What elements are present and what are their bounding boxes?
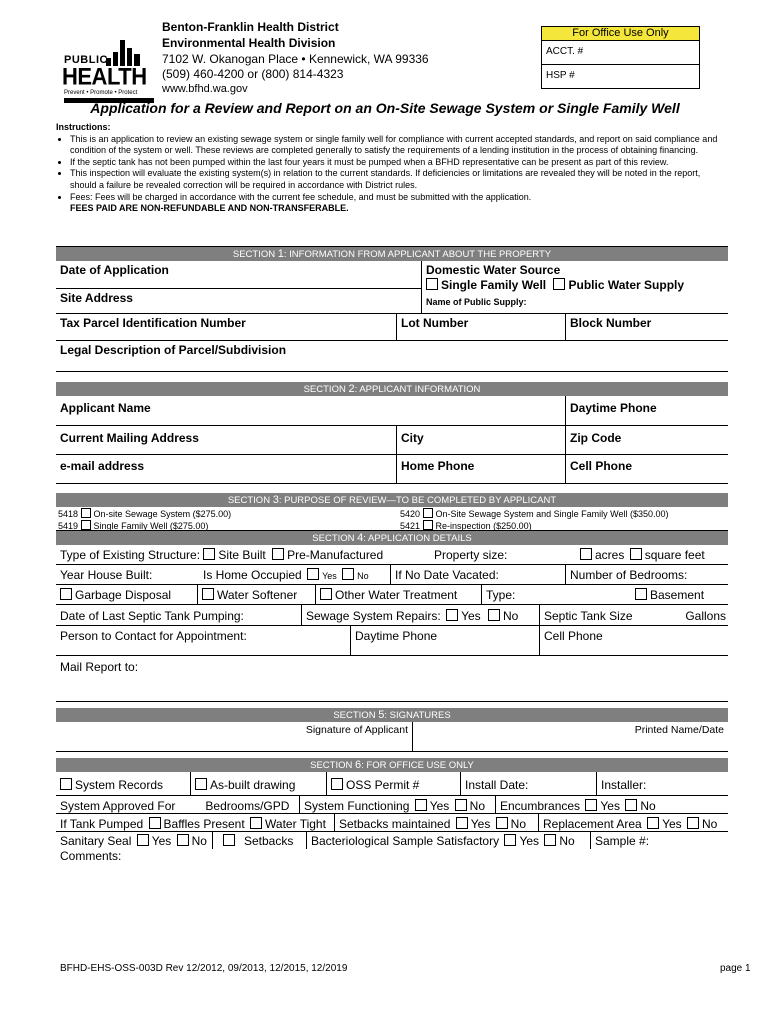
section-number: 4 (357, 532, 364, 544)
mail-report-field[interactable] (56, 656, 728, 701)
block-number-field[interactable] (565, 314, 728, 340)
structure-type-field (56, 545, 486, 564)
contact-cell-phone-label: Cell Phone (544, 629, 603, 643)
installer-label: Installer: (601, 778, 647, 792)
purpose-code: 5420 (400, 509, 421, 519)
comments-field[interactable] (56, 849, 728, 869)
row-email (56, 455, 728, 484)
section-4-header (56, 531, 728, 545)
mailing-address-field[interactable] (56, 426, 396, 454)
water-source-label: Domestic Water Source (426, 263, 561, 277)
purpose-label: Re-inspection ($250.00) (435, 521, 532, 531)
org-phone: (509) 460-4200 or (800) 814-4323 (162, 67, 344, 81)
section-3-header (56, 493, 728, 507)
water-softener-field (197, 585, 315, 604)
water-softener-checkbox[interactable] (202, 588, 214, 600)
comments-label: Comments: (60, 849, 122, 863)
section-title: : PURPOSE OF REVIEW—TO BE COMPLETED BY APPLICANT (278, 495, 557, 506)
tax-parcel-field[interactable] (56, 314, 396, 340)
logo-tagline: Prevent • Promote • Protect (64, 90, 138, 96)
occupied-label: Is Home Occupied (203, 568, 302, 582)
sanitary-yes-checkbox[interactable] (137, 834, 149, 846)
system-records-field (56, 772, 190, 795)
purpose-code: 5421 (400, 521, 421, 531)
purpose-5420-checkbox[interactable] (423, 508, 433, 518)
single-family-well-checkbox[interactable] (426, 278, 438, 290)
legal-description-label: Legal Description of Parcel/Subdivision (60, 343, 287, 357)
year-built-label: Year House Built: (60, 568, 153, 582)
row-comments (56, 849, 728, 869)
bedrooms-field[interactable] (565, 565, 728, 584)
org-name: Benton-Franklin Health District (162, 20, 339, 34)
row-purpose (56, 507, 728, 531)
logo-health-text: HEALTH (62, 62, 147, 91)
bacteriological-yes-checkbox[interactable] (504, 834, 516, 846)
page-title: Application for a Review and Report on an On-Site Sewage System or Single Family Well (90, 100, 680, 116)
no-label: No (357, 571, 369, 581)
date-of-application-label: Date of Application (60, 263, 169, 277)
row-approved (56, 796, 728, 814)
garbage-disposal-checkbox[interactable] (60, 588, 72, 600)
public-water-supply-checkbox[interactable] (553, 278, 565, 290)
spacer (56, 484, 728, 493)
zip-code-label: Zip Code (570, 431, 622, 445)
system-functioning-field (299, 796, 495, 813)
pre-manufactured-label: Pre-Manufactured (287, 548, 384, 562)
oss-permit-label: OSS Permit # (346, 778, 420, 792)
site-address-label: Site Address (60, 291, 133, 305)
purpose-code: 5419 (58, 521, 79, 531)
square-feet-checkbox[interactable] (630, 548, 642, 560)
purpose-label: On-site Sewage System ($275.00) (93, 509, 232, 519)
occupied-no-checkbox[interactable] (342, 568, 354, 580)
instruction-item: • Fees: Fees will be charged in accordance with the current fee schedule, and must be submitted with the application. (70, 192, 728, 204)
row-signatures (56, 722, 728, 752)
row-mail-report (56, 656, 728, 702)
setbacks-label: Setbacks (244, 834, 294, 848)
tank-pumped-field (56, 814, 336, 831)
structure-type-label: Type of Existing Structure: (60, 548, 201, 562)
acres-label: acres (595, 548, 625, 562)
yes-label: Yes (151, 834, 172, 848)
instructions-heading: Instructions: (56, 122, 111, 132)
bedrooms-label: Number of Bedrooms: (570, 568, 688, 582)
spacer (56, 372, 728, 382)
functioning-yes-checkbox[interactable] (415, 799, 427, 811)
row-appliances (56, 585, 728, 605)
section-prefix: SECTION (227, 495, 273, 506)
logo-public-text: PUBLIC (64, 54, 108, 66)
lot-number-field[interactable] (396, 314, 565, 340)
no-label: No (469, 799, 485, 813)
as-built-checkbox[interactable] (195, 778, 207, 790)
last-pumping-field[interactable] (56, 605, 301, 625)
row-date-water (56, 261, 728, 311)
date-vacated-field[interactable] (390, 565, 565, 584)
row-tank-pumped (56, 814, 728, 832)
instructions (56, 122, 728, 215)
date-vacated-label: If No Date Vacated: (395, 568, 499, 582)
encumbrances-label: Encumbrances (500, 799, 581, 813)
occupied-yes-checkbox[interactable] (307, 568, 319, 580)
instruction-item: • This inspection will evaluate the existing system(s) in relation to the current standards. If deficiencies or limitations are revealed they will be noted in the report, should a failure be revealed correction will be required in accordance with District rules. (70, 168, 728, 191)
gallons-label: Gallons (685, 609, 726, 623)
water-softener-label: Water Softener (217, 588, 298, 602)
replacement-no-checkbox[interactable] (687, 817, 699, 829)
contact-daytime-phone-label: Daytime Phone (355, 629, 438, 643)
row-parcel (56, 313, 728, 341)
purpose-5421-checkbox[interactable] (423, 520, 433, 530)
spacer (56, 752, 728, 758)
pre-manufactured-checkbox[interactable] (272, 548, 284, 560)
office-use-box (541, 26, 700, 89)
row-legal (56, 341, 728, 372)
purpose-label: On-Site Sewage System and Single Family Well ($350.00) (435, 509, 669, 519)
basement-field (631, 585, 728, 604)
mail-report-label: Mail Report to: (60, 660, 139, 674)
tax-parcel-label: Tax Parcel Identification Number (60, 316, 246, 330)
row-records (56, 772, 728, 796)
repairs-yes-checkbox[interactable] (446, 609, 458, 621)
city-label: City (401, 431, 424, 445)
purpose-left (56, 507, 396, 530)
signature-label: Signature of Applicant (305, 724, 408, 736)
yes-label: Yes (600, 799, 620, 813)
no-label: No (702, 817, 718, 831)
form-id: BFHD-EHS-OSS-003D Rev 12/2012, 09/2013, 12/2015, 12/2019 (60, 963, 348, 974)
yes-label: Yes (470, 817, 491, 831)
legal-description-field[interactable] (56, 341, 728, 371)
purpose-5419-checkbox[interactable] (81, 520, 91, 530)
section-title: : APPLICANT INFORMATION (354, 384, 481, 395)
replacement-area-field (538, 814, 728, 831)
property-size-label: Property size: (434, 548, 508, 562)
cell-phone-label: Cell Phone (570, 459, 633, 473)
encumbrances-no-checkbox[interactable] (625, 799, 637, 811)
contact-person-field[interactable] (56, 626, 350, 655)
section-title: : APPLICATION DETAILS (363, 533, 472, 544)
yes-label: Yes (519, 834, 540, 848)
email-label: e-mail address (60, 459, 145, 473)
application-form (56, 246, 728, 869)
lot-number-label: Lot Number (401, 316, 469, 330)
city-field[interactable] (396, 426, 565, 454)
row-contact (56, 626, 728, 656)
home-phone-field[interactable] (396, 455, 565, 483)
setbacks-maintained-field (334, 814, 540, 831)
sample-number-field[interactable] (590, 832, 728, 849)
contact-person-label: Person to Contact for Appointment: (60, 629, 247, 643)
public-health-logo (60, 40, 158, 108)
section-prefix: SECTION (303, 384, 349, 395)
basement-checkbox[interactable] (635, 588, 647, 600)
row-sanitary (56, 832, 728, 849)
date-of-application-field[interactable] (56, 261, 421, 289)
section-title: : INFORMATION FROM APPLICANT ABOUT THE PROPERTY (283, 249, 552, 260)
org-website[interactable]: www.bfhd.wa.gov (162, 83, 248, 95)
site-address-field[interactable] (56, 289, 421, 313)
system-records-checkbox[interactable] (60, 778, 72, 790)
sanitary-no-checkbox[interactable] (177, 834, 189, 846)
tank-pumped-label: If Tank Pumped (60, 817, 144, 831)
repairs-no-checkbox[interactable] (488, 609, 500, 621)
property-size-field[interactable] (430, 545, 550, 564)
cell-phone-field[interactable] (565, 455, 728, 483)
acres-checkbox[interactable] (580, 548, 592, 560)
section-prefix: SECTION (312, 533, 358, 544)
square-feet-label: square feet (644, 548, 705, 562)
oss-permit-field (326, 772, 460, 795)
contact-cell-phone-field[interactable] (539, 626, 728, 655)
contact-daytime-phone-field[interactable] (350, 626, 539, 655)
purpose-right (398, 507, 728, 530)
water-source-field (421, 261, 728, 313)
other-treatment-checkbox[interactable] (320, 588, 332, 600)
year-built-field[interactable] (56, 565, 199, 584)
yes-label: Yes (322, 571, 337, 581)
site-built-label: Site Built (218, 548, 266, 562)
system-approved-label: System Approved For (60, 799, 176, 813)
acct-field[interactable]: ACCT. # (542, 41, 699, 65)
setbacks-no-checkbox[interactable] (496, 817, 508, 829)
setbacks-field (212, 832, 306, 849)
no-label: No (559, 834, 575, 848)
no-label: No (510, 817, 527, 831)
garbage-disposal-label: Garbage Disposal (75, 588, 172, 602)
encumbrances-yes-checkbox[interactable] (585, 799, 597, 811)
spacer (56, 702, 728, 708)
section-number: 6 (354, 759, 362, 771)
single-family-well-label: Single Family Well (441, 278, 547, 292)
bacteriological-no-checkbox[interactable] (544, 834, 556, 846)
setbacks-maintained-label: Setbacks maintained (339, 817, 451, 831)
replacement-yes-checkbox[interactable] (647, 817, 659, 829)
bacteriological-field (306, 832, 590, 849)
row-mailing (56, 426, 728, 455)
property-unit-field (576, 545, 728, 564)
other-treatment-label: Other Water Treatment (335, 588, 458, 602)
yes-label: Yes (429, 799, 450, 813)
yes-label: Yes (461, 609, 481, 623)
section-number: 2 (348, 383, 355, 395)
installer-field[interactable] (596, 772, 728, 795)
last-pumping-label: Date of Last Septic Tank Pumping: (60, 609, 244, 623)
sewage-repairs-label: Sewage System Repairs: (306, 609, 441, 623)
system-approved-field[interactable] (56, 796, 301, 813)
sample-number-label: Sample #: (595, 834, 650, 848)
section-prefix: SECTION (310, 760, 355, 771)
section-5-header (56, 708, 728, 722)
section-number: 5 (378, 709, 385, 721)
septic-tank-size-field[interactable] (539, 605, 728, 625)
basement-label: Basement (650, 588, 705, 602)
tank-pumped-checkbox[interactable] (149, 817, 161, 829)
section-prefix: SECTION (232, 249, 278, 260)
printed-name-label: Printed Name/Date (634, 724, 724, 736)
system-records-label: System Records (75, 778, 164, 792)
septic-tank-size-label: Septic Tank Size (544, 609, 633, 623)
section-prefix: SECTION (333, 710, 379, 721)
row-applicant (56, 396, 728, 426)
applicant-name-label: Applicant Name (60, 401, 151, 415)
other-treatment-field (315, 585, 481, 604)
install-date-field[interactable] (460, 772, 596, 795)
section-1-header (56, 247, 728, 261)
system-functioning-label: System Functioning (304, 799, 410, 813)
water-tight-label: Water Tight (265, 817, 326, 831)
mailing-address-label: Current Mailing Address (60, 431, 199, 445)
yes-label: Yes (662, 817, 682, 831)
sanitary-seal-label: Sanitary Seal (60, 834, 132, 848)
email-field[interactable] (56, 455, 396, 483)
baffles-present-checkbox[interactable] (250, 817, 262, 829)
no-label: No (503, 609, 519, 623)
applicant-name-field[interactable] (56, 396, 565, 425)
baffles-present-label: Baffles Present (163, 817, 245, 831)
fees-note: FEES PAID ARE NON-REFUNDABLE AND NON-TRANSFERABLE. (70, 203, 349, 214)
daytime-phone-label: Daytime Phone (570, 401, 657, 415)
signature-field[interactable] (56, 722, 412, 751)
office-use-title: For Office Use Only (542, 27, 699, 41)
replacement-area-label: Replacement Area (543, 817, 642, 831)
setbacks-checkbox[interactable] (223, 834, 235, 846)
purpose-label: Single Family Well ($275.00) (93, 521, 209, 531)
hsp-field[interactable]: HSP # (546, 70, 575, 81)
row-year-built (56, 565, 728, 585)
printed-name-field[interactable] (412, 722, 728, 751)
section-title: : SIGNATURES (384, 710, 451, 721)
fees-note-text: FEES PAID ARE NON-REFUNDABLE AND NON-TRANSFERABLE (70, 203, 347, 214)
page-number: page 1 (720, 963, 751, 974)
block-number-label: Block Number (570, 316, 652, 330)
row-pumping (56, 605, 728, 626)
name-public-supply-label: Name of Public Supply: (426, 297, 527, 307)
garbage-disposal-field (56, 585, 199, 604)
as-built-label: As-built drawing (210, 778, 296, 792)
public-water-supply-label: Public Water Supply (568, 278, 685, 292)
section-title: : FOR OFFICE USE ONLY (361, 760, 474, 771)
sanitary-seal-field (56, 832, 212, 849)
section-number: 3 (272, 494, 279, 506)
home-phone-label: Home Phone (401, 459, 475, 473)
purpose-5418-checkbox[interactable] (81, 508, 91, 518)
setbacks-yes-checkbox[interactable] (456, 817, 468, 829)
treatment-type-label: Type: (486, 588, 516, 602)
as-built-field (190, 772, 326, 795)
daytime-phone-field[interactable] (565, 396, 728, 425)
instruction-item: • If the septic tank has not been pumped within the last four years it must be pumped when a BFHD representative can be present as part of this review. (70, 157, 728, 169)
install-date-label: Install Date: (465, 778, 529, 792)
bedrooms-gpd-label: Bedrooms/GPD (205, 799, 290, 813)
section-number: 1 (277, 248, 284, 260)
division-name: Environmental Health Division (162, 36, 336, 50)
row-structure (56, 545, 728, 565)
bacteriological-label: Bacteriological Sample Satisfactory (311, 834, 500, 848)
oss-permit-checkbox[interactable] (331, 778, 343, 790)
encumbrances-field (495, 796, 728, 813)
no-label: No (191, 834, 207, 848)
treatment-type-field[interactable] (481, 585, 621, 604)
org-address: 7102 W. Okanogan Place • Kennewick, WA 99336 (162, 52, 429, 66)
no-label: No (640, 799, 656, 813)
section-2-header (56, 382, 728, 396)
section-6-header (56, 758, 728, 772)
occupied-field (199, 565, 391, 584)
functioning-no-checkbox[interactable] (455, 799, 467, 811)
purpose-code: 5418 (58, 509, 79, 519)
site-built-checkbox[interactable] (203, 548, 215, 560)
zip-code-field[interactable] (565, 426, 728, 454)
sewage-repairs-field (301, 605, 539, 625)
instruction-item: • This is an application to review an existing sewage system or single family well for compliance with current accepted standards, and report on said compliance and condition of the system or well. These reviews are completed generally to satisfy the requirements of a lending institution in the process of obtaining financing. (70, 134, 728, 157)
